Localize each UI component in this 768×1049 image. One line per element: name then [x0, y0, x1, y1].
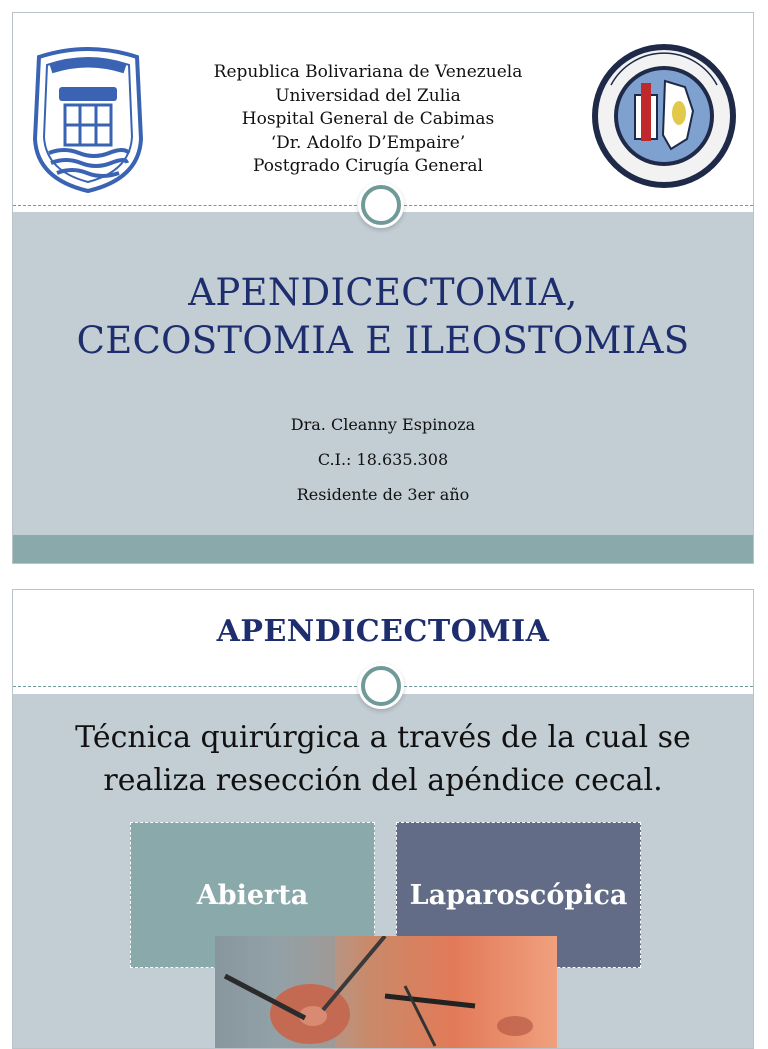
slide-title: APENDICECTOMIA	[216, 614, 550, 649]
presenter-id: C.I.: 18.635.308	[317, 450, 449, 469]
ring-ornament	[361, 185, 401, 225]
presentation-title	[13, 269, 753, 365]
header-line: Republica Bolivariana de Venezuela	[213, 62, 523, 82]
surgery-photo	[215, 936, 557, 1049]
technique-label: Abierta	[196, 879, 309, 911]
header-line: Universidad del Zulia	[275, 85, 461, 106]
content-slide	[12, 589, 754, 1049]
presenter-info	[13, 407, 753, 512]
slide-footer-band	[13, 535, 753, 563]
header-line: ‘Dr. Adolfo D’Empaire’	[270, 132, 466, 153]
title-line: CECOSTOMIA E ILEOSTOMIAS	[76, 319, 690, 362]
title-slide	[12, 12, 754, 564]
header-line: Postgrado Cirugía General	[253, 156, 483, 176]
header-line: Hospital General de Cabimas	[241, 109, 495, 129]
university-seal-logo	[29, 39, 147, 195]
definition-line: realiza resección del apéndice cecal.	[103, 763, 663, 798]
technique-label: Laparoscópica	[409, 879, 628, 911]
title-line: APENDICECTOMIA,	[188, 271, 578, 314]
definition-text	[33, 716, 733, 802]
ring-ornament	[361, 666, 401, 706]
presenter-role: Residente de 3er año	[296, 485, 470, 504]
presenter-name: Dra. Cleanny Espinoza	[290, 415, 476, 434]
postgrado-seal-logo	[589, 41, 739, 191]
definition-line: Técnica quirúrgica a través de la cual se	[75, 720, 691, 755]
institution-header	[153, 61, 583, 179]
